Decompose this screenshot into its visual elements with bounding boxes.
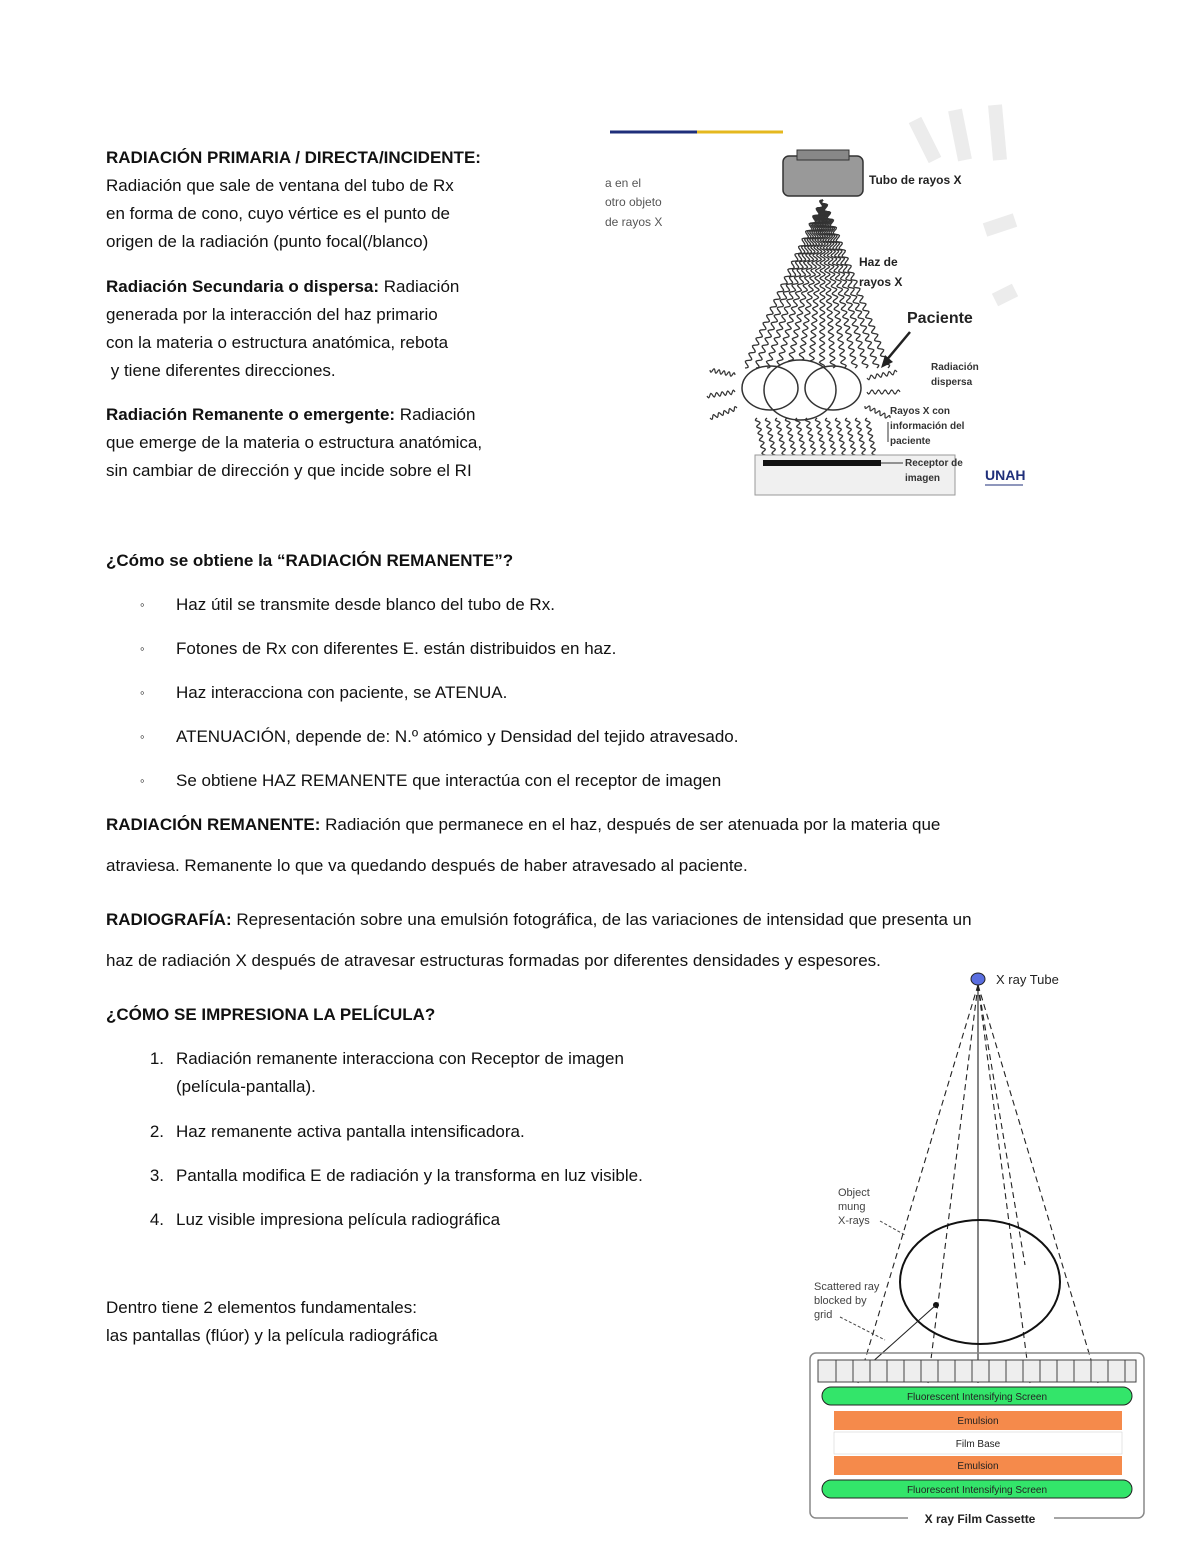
step-number: 2. (149, 1122, 164, 1141)
question-remnant: ¿Cómo se obtiene la “RADIACIÓN REMANENTE”? (106, 551, 514, 570)
radiography-line-2: haz de radiación X después de atravesar estructuras formadas por diferentes densidades y espesores. (106, 951, 881, 970)
radiography-label: RADIOGRAFÍA: (106, 910, 232, 929)
remnant-ray (775, 418, 786, 458)
bullet-item-5: Se obtiene HAZ REMANENTE que interactúa con el receptor de imagen (176, 771, 722, 790)
screen-top-label: Fluorescent Intensifying Screen (906, 1392, 1048, 1403)
primary-line-1: Radiación que sale de ventana del tubo de Rx (106, 176, 454, 195)
watermark-decoration (915, 105, 1015, 300)
remnant-ray (765, 418, 776, 458)
screen-bottom-label: Fluorescent Intensifying Screen (906, 1485, 1048, 1496)
cassette-label: X ray Film Cassette (924, 1512, 1036, 1526)
info-label-3: paciente (890, 436, 931, 447)
film-cassette-svg (800, 965, 1160, 1535)
scatter-ray (865, 406, 890, 418)
remnant-ray (795, 418, 806, 458)
emulsion-top-label: Emulsion (957, 1416, 999, 1427)
info-label-2: información del (890, 421, 965, 432)
scatter-label-2: dispersa (931, 377, 973, 388)
receptor-label-2: imagen (905, 473, 941, 484)
remnant-rays (755, 418, 876, 458)
scatter-ray (710, 407, 737, 420)
remnant-ray (825, 418, 836, 458)
step-3-line-1: Pantalla modifica E de radiación y la transforma en luz visible. (176, 1166, 643, 1185)
xray-tube-shape (783, 156, 863, 196)
patient-arrow (885, 332, 910, 362)
unah-logo: UNAH (985, 467, 1025, 483)
step-number: 3. (149, 1166, 164, 1185)
radiography-text: Representación sobre una emulsión fotográfica, de las variaciones de intensidad que presenta un (231, 910, 972, 929)
film-cassette-figure (800, 965, 1160, 1535)
xray-tube-icon (971, 973, 985, 985)
bullet-marker: ◦ (140, 685, 145, 700)
beam-label-1: Haz de (859, 255, 898, 269)
remnant-definition-label: RADIACIÓN REMANENTE: (106, 815, 321, 834)
secondary-line-3: y tiene diferentes direcciones. (106, 361, 336, 380)
bullet-item-4: ATENUACIÓN, depende de: N.º atómico y Densidad del tejido atravesado. (176, 727, 739, 746)
remnant-ray (805, 418, 816, 458)
info-label-1: Rayos X con (890, 406, 951, 417)
step-1-line-1: Radiación remanente interacciona con Receptor de imagen (176, 1049, 624, 1068)
bullet-item-2: Fotones de Rx con diferentes E. están distribuidos en haz. (176, 639, 617, 658)
partial-text-3: de rayos X (605, 215, 663, 229)
receptor-plate (763, 460, 881, 466)
secondary-line-1: generada por la interacción del haz primario (106, 305, 438, 324)
remnant-ray (785, 418, 796, 458)
remnant-first: Radiación (395, 405, 476, 424)
secondary-first: Radiación (379, 277, 460, 296)
footer-line-2: las pantallas (flúor) y la película radiográfica (106, 1326, 438, 1345)
xray-diagram-svg (585, 100, 1025, 500)
remnant-line-2: sin cambiar de dirección y que incide sobre el RI (106, 461, 472, 480)
xray-tube-top (797, 150, 849, 160)
scatter-label-1: Scattered ray (814, 1281, 880, 1293)
object-ellipse (900, 1220, 1060, 1344)
remnant-label: Radiación Remanente o emergente: (106, 405, 396, 424)
step-4-line-1: Luz visible impresiona película radiográfica (176, 1210, 501, 1229)
bullet-item-1: Haz útil se transmite desde blanco del tubo de Rx. (176, 595, 555, 614)
scatter-label-2: blocked by (814, 1295, 867, 1307)
scatter-label-3: grid (814, 1309, 833, 1321)
remnant-definition-line-1 (106, 815, 940, 835)
secondary-first-line (106, 277, 459, 297)
object-label-pointer (880, 1221, 905, 1235)
bullet-marker: ◦ (140, 773, 145, 788)
scatter-ray (867, 370, 897, 379)
beam-label-2: rayos X (859, 275, 903, 289)
grid (818, 1360, 1136, 1382)
scatter-label-pointer (840, 1317, 885, 1340)
xray-tube-label: X ray Tube (996, 972, 1059, 987)
emulsion-bottom-label: Emulsion (957, 1461, 999, 1472)
scatter-ray (710, 369, 735, 376)
receptor-label-1: Receptor de (905, 458, 963, 469)
step-1-line-2: (película-pantalla). (176, 1077, 316, 1096)
object-label-2: mung (838, 1201, 866, 1213)
scatter-ray (867, 390, 900, 394)
bullet-marker: ◦ (140, 597, 145, 612)
remnant-first-line (106, 405, 475, 425)
scatter-ray (707, 390, 735, 398)
bullet-marker: ◦ (140, 641, 145, 656)
xray-diagram-figure (585, 100, 1025, 500)
bullet-item-3: Haz interacciona con paciente, se ATENUA. (176, 683, 508, 702)
primary-line-3: origen de la radiación (punto focal(/blanco) (106, 232, 429, 251)
remnant-definition-text: Radiación que permanece en el haz, después de ser atenuada por la materia que (320, 815, 941, 834)
secondary-label: Radiación Secundaria o dispersa: (106, 277, 380, 296)
radiography-line-1 (106, 910, 972, 930)
primary-line-2: en forma de cono, cuyo vértice es el punto de (106, 204, 450, 223)
question-film: ¿CÓMO SE IMPRESIONA LA PELÍCULA? (106, 1005, 436, 1024)
step-number: 1. (149, 1049, 164, 1068)
partial-text-2: otro objeto (605, 195, 662, 209)
remnant-ray (835, 418, 846, 458)
remnant-ray (815, 418, 826, 458)
patient-label: Paciente (907, 310, 973, 327)
step-number: 4. (149, 1210, 164, 1229)
remnant-definition-line-2: atraviesa. Remanente lo que va quedando después de haber atravesado al paciente. (106, 856, 748, 875)
remnant-line-1: que emerge de la materia o estructura anatómica, (106, 433, 483, 452)
step-2-line-1: Haz remanente activa pantalla intensificadora. (176, 1122, 525, 1141)
bullet-marker: ◦ (140, 729, 145, 744)
partial-text-1: a en el (605, 176, 642, 190)
film-base-label: Film Base (955, 1439, 1001, 1450)
tube-label: Tubo de rayos X (869, 173, 962, 187)
remnant-ray (865, 418, 876, 458)
object-label-3: X-rays (838, 1215, 870, 1227)
primary-title: RADIACIÓN PRIMARIA / DIRECTA/INCIDENTE: (106, 148, 481, 167)
remnant-ray (845, 418, 856, 458)
remnant-ray (755, 418, 766, 458)
footer-line-1: Dentro tiene 2 elementos fundamentales: (106, 1298, 417, 1317)
patient-body-center (764, 360, 836, 420)
remnant-ray (855, 418, 866, 458)
scatter-label-1: Radiación (931, 362, 979, 373)
object-label-1: Object (838, 1187, 870, 1199)
secondary-line-2: con la materia o estructura anatómica, rebota (106, 333, 449, 352)
